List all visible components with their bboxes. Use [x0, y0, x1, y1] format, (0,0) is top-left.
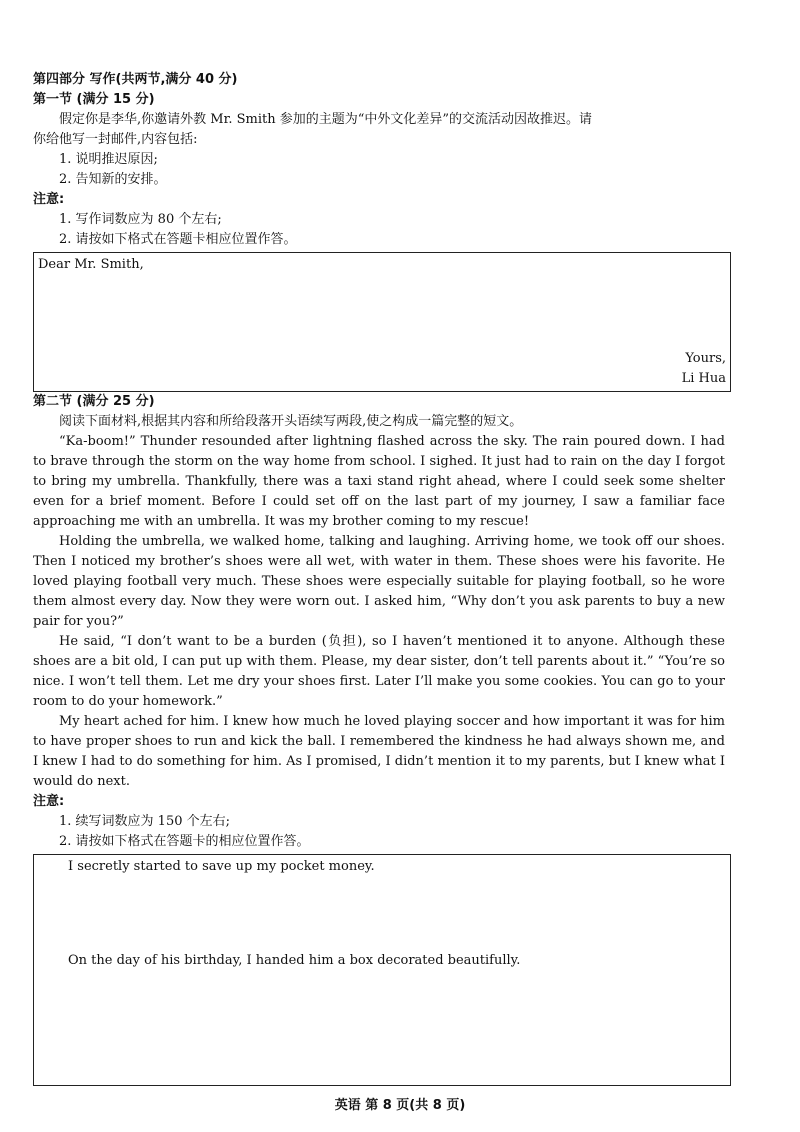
section2-title: 第二节 (满分 25 分) [33, 394, 155, 409]
section1-prompt-line1: 假定你是李华,你邀请外教 Mr. Smith 参加的主题为“中外文化差异”的交流活动因故推迟。请 [59, 112, 593, 127]
section1-point: 2. 告知新的安排。 [59, 172, 167, 187]
story-paragraph: He said, “I don’t want to be a burden (负担), so I haven’t mentioned it to anyone. Although these shoes are a bit old, I can put up with them. Please, my dear sister, don’t tell parents about it.” “You’re so nice. I won’t tell them. Let me dry your shoes first. Later I’ll make you some cookies. You can go to your room to do your homework.” [33, 634, 725, 709]
section2-note: 2. 请按如下格式在答题卡的相应位置作答。 [59, 834, 310, 849]
section1-title: 第一节 (满分 15 分) [33, 92, 155, 107]
page-footer: 英语 第 8 页(共 8 页) [334, 1098, 466, 1113]
story-paragraph: My heart ached for him. I knew how much he loved playing soccer and how important it was for him to have proper shoes to run and kick the ball. I remembered the kindness he had always shown me, and I knew I had to do something for him. As I promised, I didn’t mention it to my parents, but I knew what I would do next. [33, 714, 725, 789]
email-signature: Li Hua [681, 371, 726, 386]
writing-section [33, 70, 725, 1086]
section1-note: 1. 写作词数应为 80 个左右; [59, 212, 222, 227]
email-greeting: Dear Mr. Smith, [38, 257, 144, 272]
email-signoff [682, 349, 726, 389]
story-paragraph: “Ka-boom!” Thunder resounded after lightning flashed across the sky. The rain poured down. I had to brave through the storm on the way home from school. I sighed. It just had to rain on the day I forgot to bring my umbrella. Thankfully, there was a taxi stand right ahead, where I could seek some shelter even for a brief moment. Before I could set off on the last part of my journey, I saw a familiar face approaching me with an umbrella. It was my brother coming to my rescue! [33, 434, 725, 529]
section1-point: 1. 说明推迟原因; [59, 152, 158, 167]
story-paragraph: Holding the umbrella, we walked home, talking and laughing. Arriving home, we took off our shoes. Then I noticed my brother’s shoes were all wet, with water in them. These shoes were his favorite. He loved playing football very much. These shoes were especially suitable for playing football, so he wore them almost every day. Now they were worn out. I asked him, “Why don’t you ask parents to buy a new pair for you?” [33, 534, 725, 629]
paragraph-starter-2: On the day of his birthday, I handed him a box decorated beautifully. [68, 953, 521, 968]
section1-note: 2. 请按如下格式在答题卡相应位置作答。 [59, 232, 297, 247]
section2-notes-label: 注意: [33, 794, 65, 809]
paragraph-starter-1: I secretly started to save up my pocket money. [68, 859, 375, 874]
email-closing: Yours, [685, 351, 726, 366]
email-answer-box[interactable] [33, 252, 731, 392]
section1-prompt-line2: 你给他写一封邮件,内容包括: [33, 132, 198, 147]
part-title: 第四部分 写作(共两节,满分 40 分) [33, 72, 238, 87]
section2-instruction: 阅读下面材料,根据其内容和所给段落开头语续写两段,使之构成一篇完整的短文。 [59, 414, 523, 429]
section2-note: 1. 续写词数应为 150 个左右; [59, 814, 230, 829]
section1-notes-label: 注意: [33, 192, 65, 207]
continuation-answer-box[interactable] [33, 854, 731, 1086]
story-passage [33, 432, 725, 792]
